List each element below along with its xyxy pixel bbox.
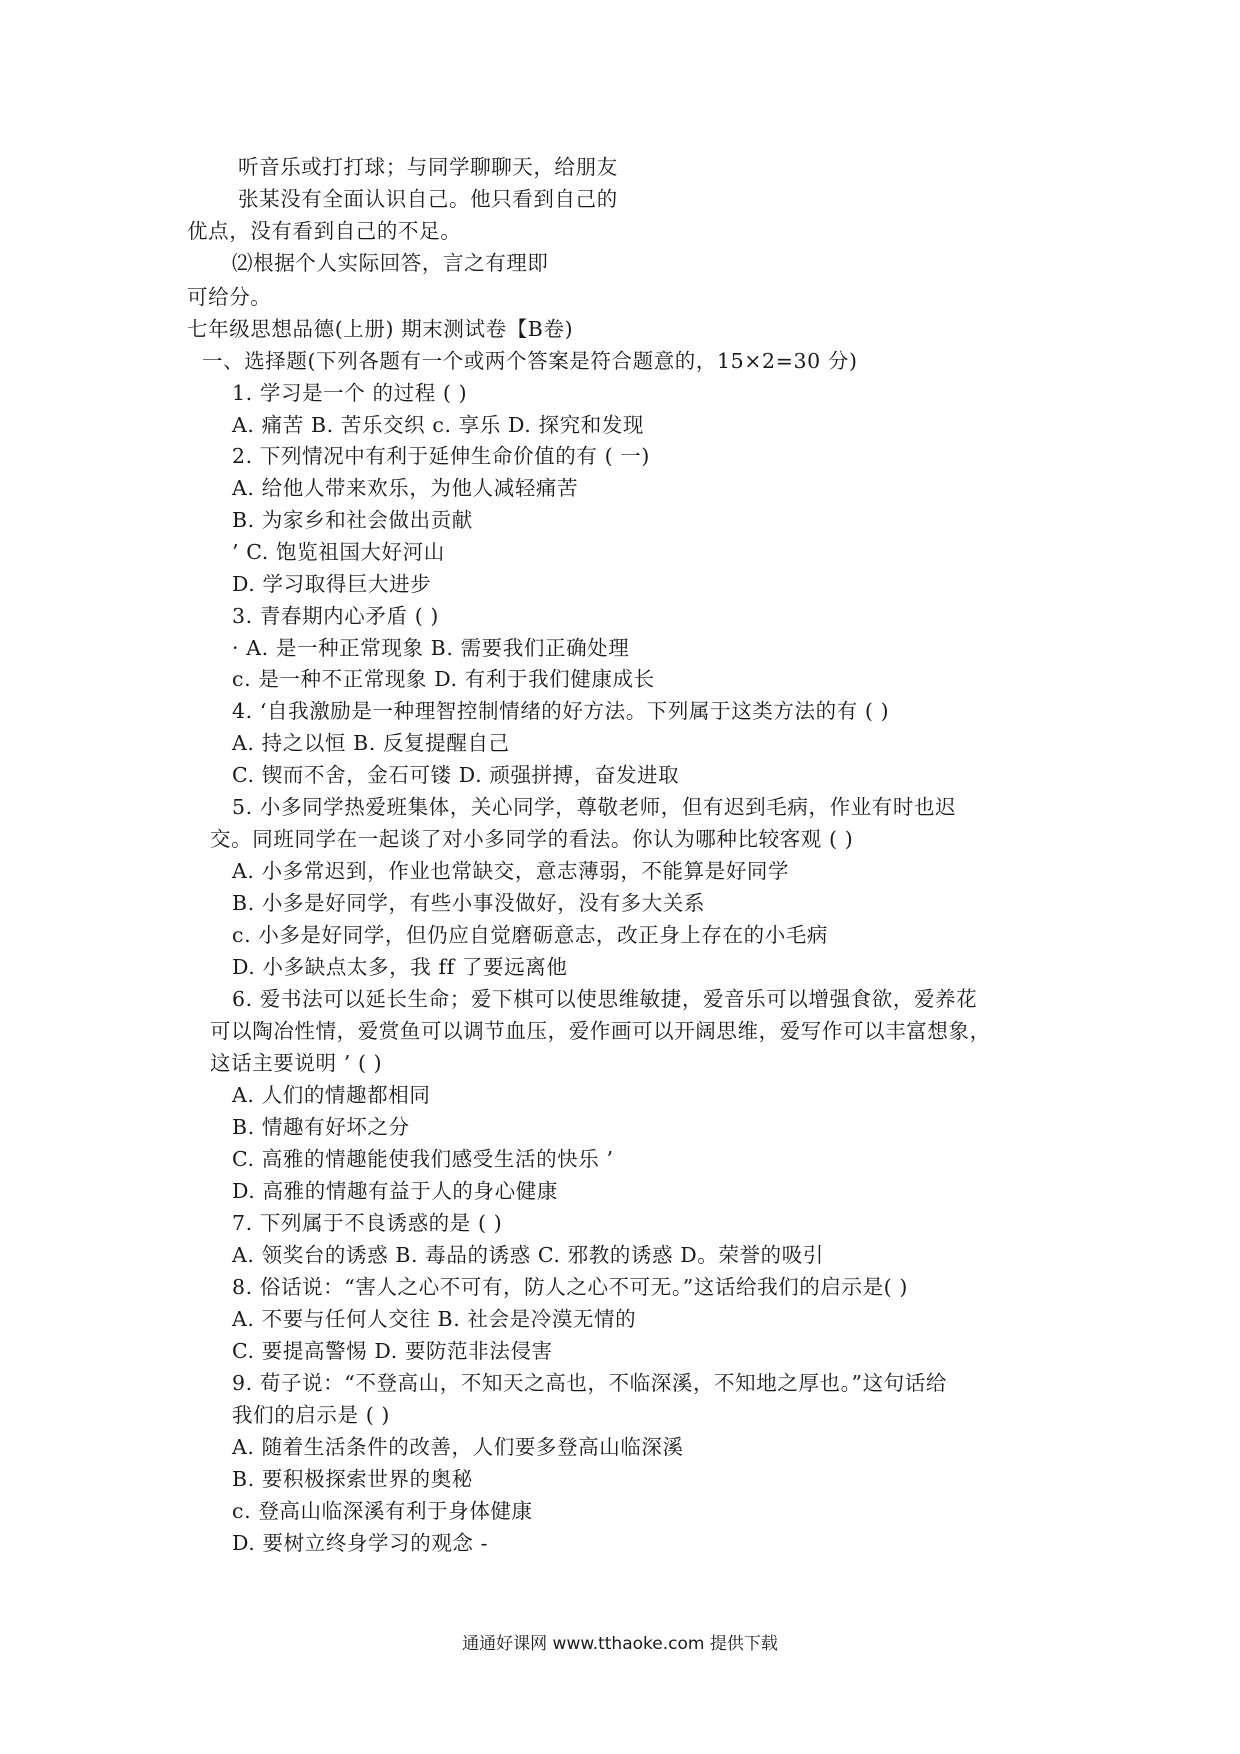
question-option: A. 痛苦 B. 苦乐交织 c. 享乐 D. 探究和发现 [232, 413, 645, 437]
question-stem: 这话主要说明 ’ ( ) [210, 1051, 383, 1075]
question-option: D. 要树立终身学习的观念 - [232, 1531, 489, 1555]
question-option: c. 小多是好同学，但仍应自觉磨砺意志，改正身上存在的小毛病 [232, 923, 829, 947]
question-stem: 7. 下列属于不良诱惑的是 ( ) [232, 1211, 503, 1235]
question-stem: 1. 学习是一个 的过程 ( ) [232, 381, 468, 405]
exam-title: 七年级思想品德(上册) 期末测试卷【B卷) [187, 317, 574, 341]
question-option: B. 要积极探索世界的奥秘 [232, 1467, 473, 1491]
question-stem: 8. 俗话说：“害人之心不可有，防人之心不可无。”这话给我们的启示是( ) [232, 1275, 908, 1299]
question-option: A. 持之以恒 B. 反复提醒自己 [232, 731, 510, 755]
continuation-line: 优点，没有看到自己的不足。 [187, 219, 462, 243]
question-option: c. 是一种不正常现象 D. 有利于我们健康成长 [232, 667, 655, 691]
question-option: A. 小多常迟到，作业也常缺交，意志薄弱，不能算是好同学 [232, 859, 790, 883]
question-option: C. 锲而不舍，金石可镂 D. 顽强拼搏，奋发进取 [232, 763, 680, 787]
question-stem: 9. 荀子说：“不登高山，不知天之高也，不临深溪，不知地之厚也。”这句话给 [232, 1371, 947, 1395]
question-option: D. 小多缺点太多，我 ff 了要远离他 [232, 955, 568, 979]
question-stem: 3. 青春期内心矛盾 ( ) [232, 604, 440, 628]
question-stem: 4. ‘自我激励是一种理智控制情绪的好方法。下列属于这类方法的有 ( ) [232, 699, 890, 723]
continuation-line: 张某没有全面认识自己。他只看到自己的 [238, 187, 618, 211]
continuation-line: 听音乐或打打球；与同学聊聊天，给朋友 [238, 155, 618, 179]
question-option: C. 高雅的情趣能使我们感受生活的快乐 ’ [232, 1147, 614, 1171]
question-option: · A. 是一种正常现象 B. 需要我们正确处理 [232, 636, 630, 660]
question-option: c. 登高山临深溪有利于身体健康 [232, 1499, 533, 1523]
question-option: C. 要提高警惕 D. 要防范非法侵害 [232, 1339, 553, 1363]
question-option: A. 不要与任何人交往 B. 社会是冷漠无情的 [232, 1307, 637, 1331]
question-option: D. 高雅的情趣有益于人的身心健康 [232, 1179, 558, 1203]
question-stem: 6. 爱书法可以延长生命；爱下棋可以使思维敏捷，爱音乐可以增强食欲，爱养花 [232, 987, 978, 1011]
question-option: A. 领奖台的诱惑 B. 毒品的诱惑 C. 邪教的诱惑 D。荣誉的吸引 [232, 1243, 824, 1267]
continuation-line: ⑵根据个人实际回答，言之有理即 [232, 251, 549, 275]
question-option: A. 随着生活条件的改善，人们要多登高山临深溪 [232, 1435, 684, 1459]
section-heading: 一、选择题(下列各题有一个或两个答案是符合题意的，15×2=30 分) [202, 349, 858, 373]
question-stem: 2. 下列情况中有利于延伸生命价值的有 ( 一) [232, 444, 651, 468]
question-option: ’ C. 饱览祖国大好河山 [232, 540, 445, 564]
question-option: B. 为家乡和社会做出贡献 [232, 508, 473, 532]
question-stem: 交。同班同学在一起谈了对小多同学的看法。你认为哪种比较客观 ( ) [210, 827, 854, 851]
question-option: B. 情趣有好坏之分 [232, 1115, 410, 1139]
page-footer: 通通好课网 www.tthaoke.com 提供下载 [462, 1634, 778, 1654]
question-option: B. 小多是好同学，有些小事没做好，没有多大关系 [232, 891, 705, 915]
continuation-line: 可给分。 [187, 285, 272, 309]
question-stem: 5. 小多同学热爱班集体，关心同学，尊敬老师，但有迟到毛病，作业有时也迟 [232, 795, 957, 819]
question-stem: 我们的启示是 ( ) [232, 1403, 391, 1427]
question-option: A. 人们的情趣都相同 [232, 1083, 431, 1107]
question-option: A. 给他人带来欢乐，为他人减轻痛苦 [232, 476, 579, 500]
question-stem: 可以陶冶性情，爱赏鱼可以调节血压，爱作画可以开阔思维，爱写作可以丰富想象， [210, 1019, 991, 1043]
question-option: D. 学习取得巨大进步 [232, 572, 432, 596]
